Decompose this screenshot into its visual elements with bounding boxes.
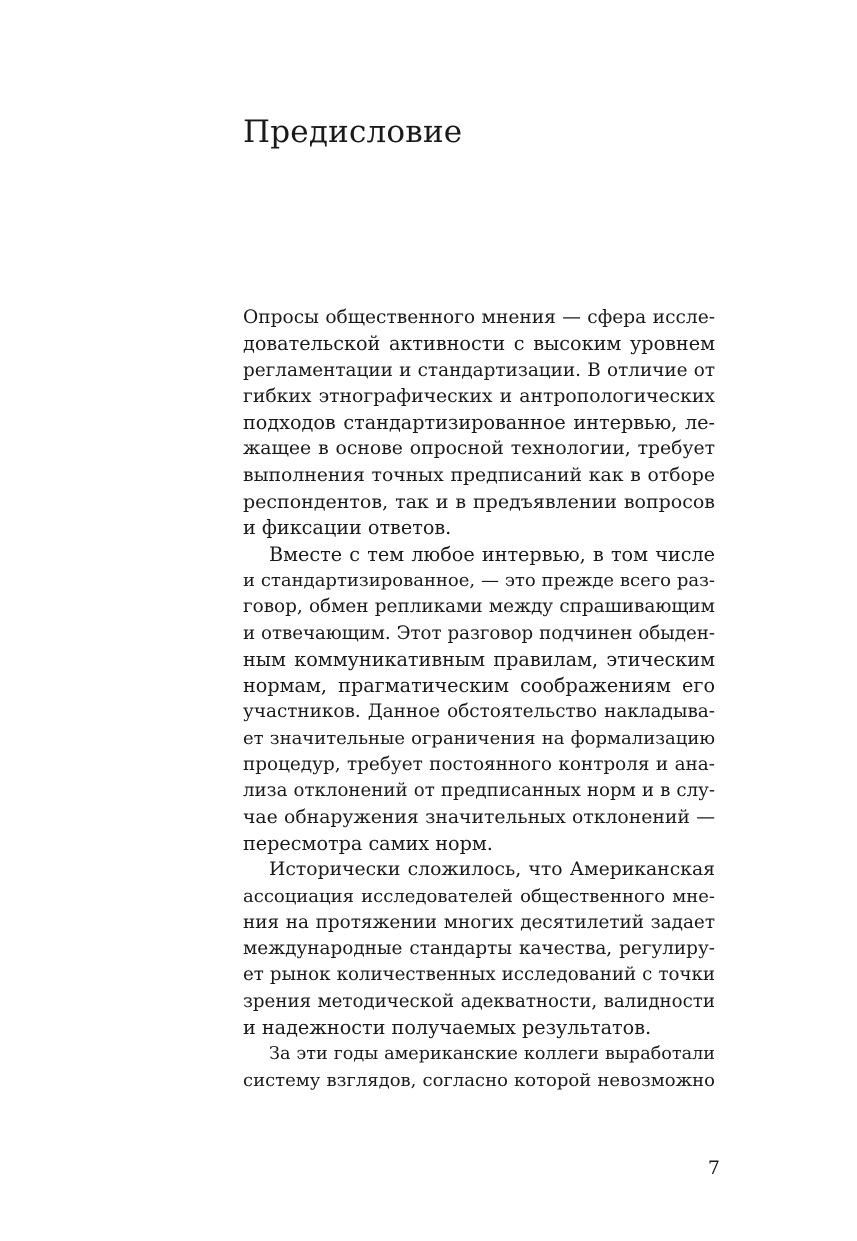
text-line: и фиксации ответов. [243,516,452,540]
text-line: процедур, требует постоянного контроля и ана- [243,754,715,776]
text-line: и стандартизированное, — это прежде всего раз- [243,569,715,591]
text-line: систему взглядов, согласно которой невозможно [243,1069,715,1091]
text-line: ния на протяжении многих десятилетий задает [243,911,715,933]
text-line: ным коммуникативным правилам, этическим [243,647,715,671]
text-line: респондентов, так и в предъявлении вопросов [243,491,715,514]
text-line: нормам, прагматическим соображениям его [243,674,715,698]
text-line: За эти годы американские коллеги выработали [269,1044,715,1065]
text-line: ет значительные ограничения на формализацию [243,727,715,749]
text-line: говор, обмен репликами между спрашивающим [243,596,715,618]
text-line: гибких этнографических и антропологических [243,385,715,407]
text-line: и надежности получаемых результатов. [243,1016,652,1040]
text-line: участников. Данное обстоятельство накладыва- [243,701,715,723]
text-line: Исторически сложилось, что Американская [269,859,715,881]
text-line: ассоциация исследователей общественного мне- [243,885,715,907]
text-line: выполнения точных предписаний как в отборе [243,464,715,486]
body-text [243,305,715,1094]
text-line: международные стандарты качества, регулиру- [243,938,715,960]
text-line: чае обнаружения значительных отклонений — [243,806,715,828]
text-line: довательской активности с высоким уровнем [243,332,715,356]
text-line: ет рынок количественных исследований с точки [243,964,715,986]
text-line: Вместе с тем любое интервью, в том числе [269,542,715,566]
text-line: регламентации и стандартизации. В отличие от [243,359,715,381]
text-line: лиза отклонений от предписанных норм и в слу- [243,780,715,802]
page-number: 7 [707,1157,720,1179]
text-line: пересмотра самих норм. [243,831,493,855]
text-line: зрения методической адекватности, валидности [243,990,715,1012]
page-title: Предисловие [243,114,463,150]
text-line: и отвечающим. Этот разговор подчинен обыден- [243,622,715,644]
text-line: жащее в основе опросной технологии, требует [243,438,715,460]
text-line: подходов стандартизированное интервью, ле- [243,411,715,435]
text-line: Опросы общественного мнения — сфера иссле- [243,307,715,328]
